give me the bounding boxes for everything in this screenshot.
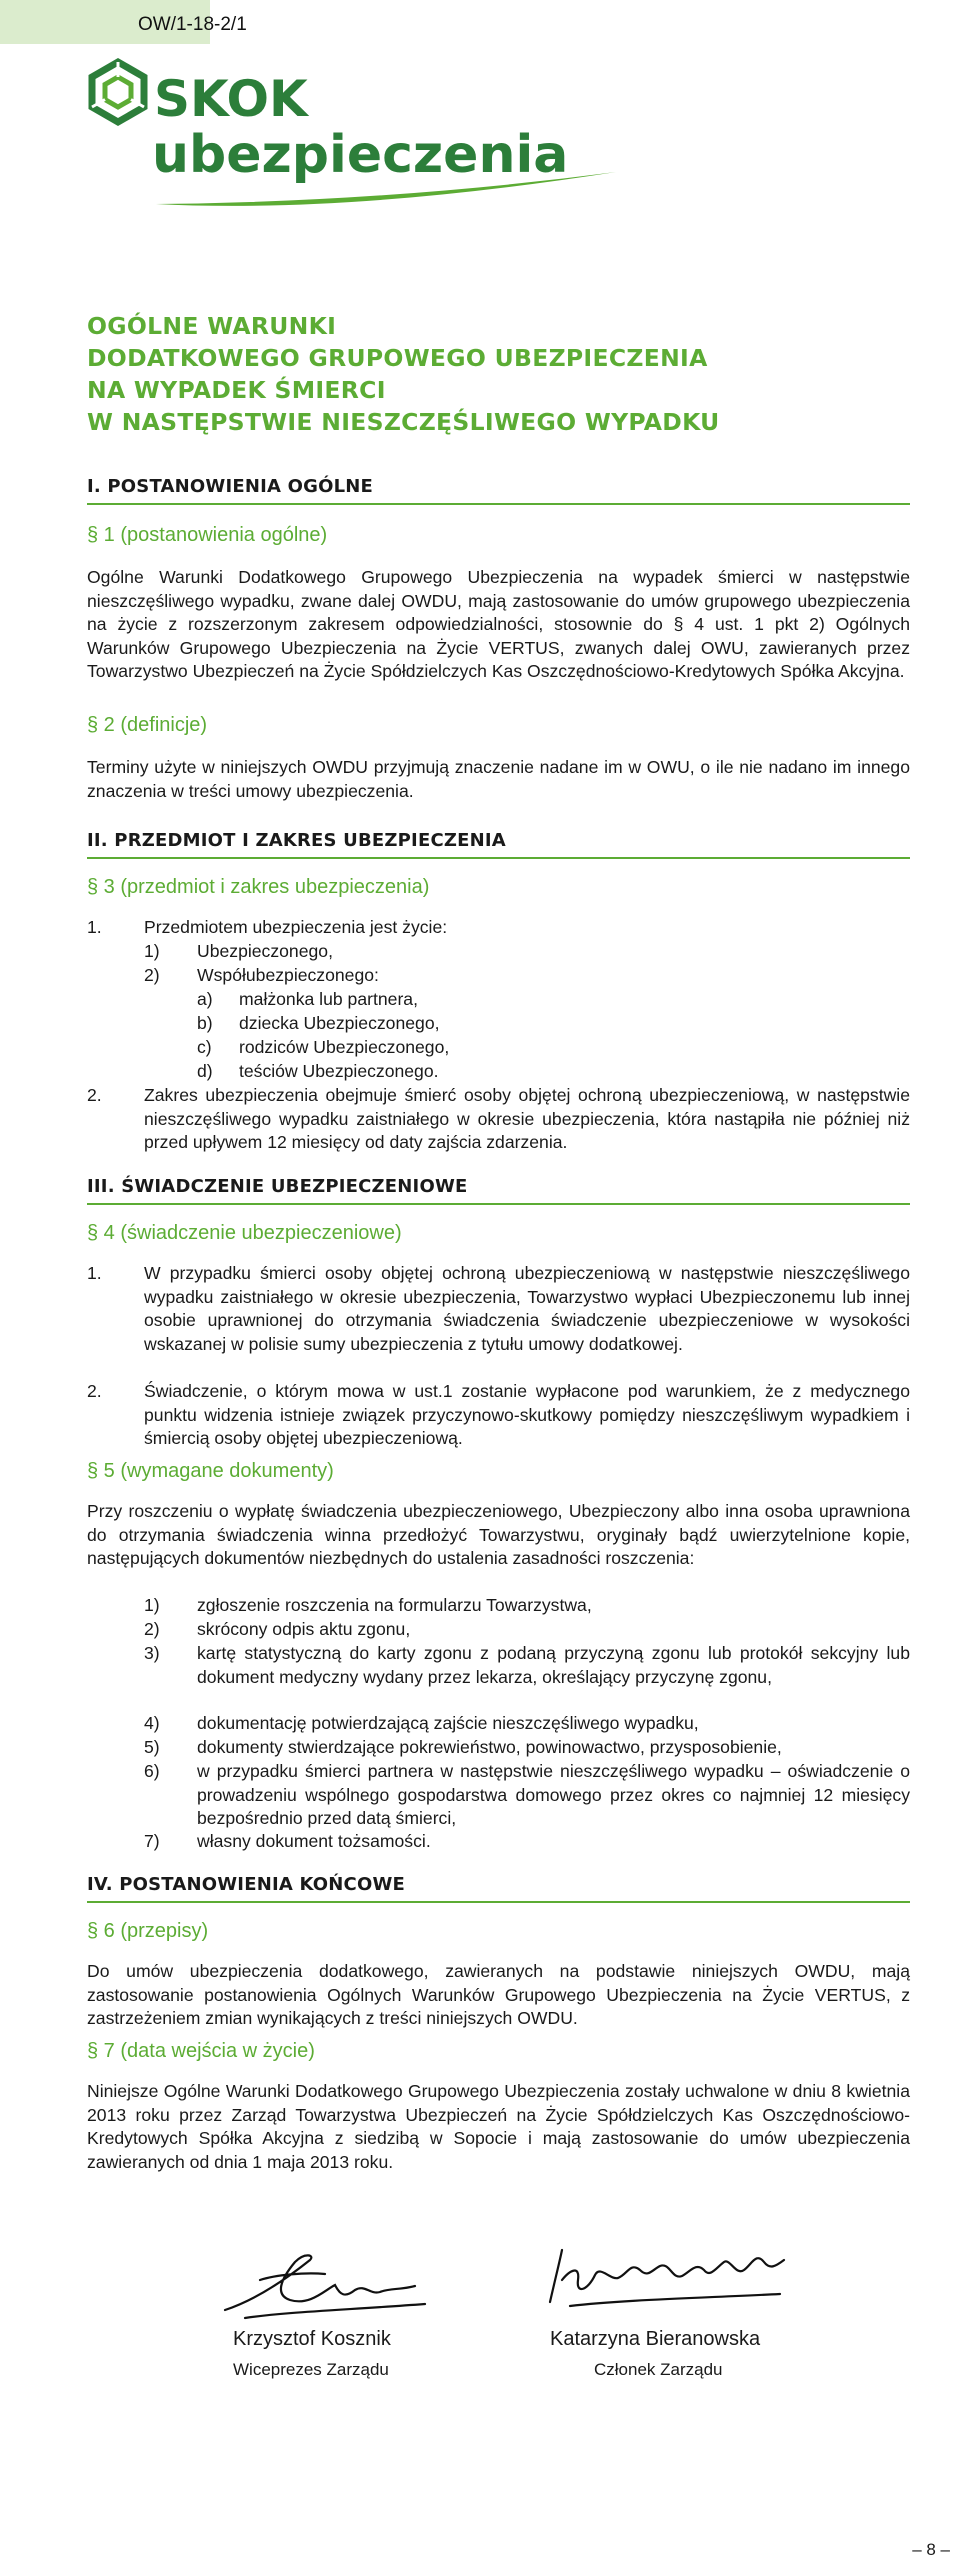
list-item: skrócony odpis aktu zgonu, — [197, 1619, 411, 1639]
signature-name-2: Katarzyna Bieranowska — [550, 2328, 761, 2350]
chapter-heading-2: II. PRZEDMIOT I ZAKRES UBEZPIECZENIA — [87, 830, 910, 859]
title-line-4: W NASTĘPSTWIE NIESZCZĘŚLIWEGO WYPADKU — [87, 408, 720, 436]
paragraph-heading-5: § 5 (wymagane dokumenty) — [87, 1460, 334, 1482]
list-item: teściów Ubezpieczonego. — [239, 1061, 439, 1081]
title-line-2: DODATKOWEGO GRUPOWEGO UBEZPIECZENIA — [87, 344, 708, 372]
list-number: 1) — [144, 1595, 160, 1615]
list-number: 4) — [144, 1713, 160, 1733]
list-number: 6) — [144, 1761, 160, 1781]
paragraph-heading-4: § 4 (świadczenie ubezpieczeniowe) — [87, 1222, 402, 1244]
list-number: d) — [197, 1061, 213, 1081]
list-number: 5) — [144, 1737, 160, 1757]
list-item: Świadczenie, o którym mowa w ust.1 zostanie wypłacone pod warunkiem, że z medycznego punktu widzenia istnieje związek przyczynowo-skutkowy pomiędzy nieszczęśliwym wypadkiem i śmiercią osoby objętej ubezpieczeniową. — [144, 1381, 910, 1448]
list-number: c) — [197, 1037, 212, 1057]
paragraph-heading-6: § 6 (przepisy) — [87, 1920, 209, 1942]
list-number: 3) — [144, 1643, 160, 1663]
list-number: 2) — [144, 965, 160, 985]
paragraph-7-body: Niniejsze Ogólne Warunki Dodatkowego Grupowego Ubezpieczenia zostały uchwalone w dniu 8 kwietnia 2013 roku przez Zarząd Towarzystwa Ubezpieczeń na Życie Spółdzielczych Kas Oszczędnościowo-Kredytowych Spółka Akcyjna z siedzibą w Sopocie i mają zastosowanie do umów ubezpieczenia zawieranych od dnia 1 maja 2013 roku. — [87, 2081, 910, 2172]
document-code: OW/1-18-2/1 — [138, 14, 247, 35]
list-number: 2) — [144, 1619, 160, 1639]
title-line-1: OGÓLNE WARUNKI — [87, 312, 337, 340]
svg-text:ubezpieczenia: ubezpieczenia — [152, 125, 569, 185]
paragraph-heading-1: § 1 (postanowienia ogólne) — [87, 524, 328, 546]
paragraph-1-body: Ogólne Warunki Dodatkowego Grupowego Ubezpieczenia na wypadek śmierci w następstwie nieszczęśliwego wypadku, zwane dalej OWDU, mają zastosowanie do umów grupowego ubezpieczenia na życie z rozszerzonym zakresem odpowiedzialności, stosownie do § 4 ust. 1 pkt 2) Ogólnych Warunków Grupowego Ubezpieczenia na Życie VERTUS, zwanych dalej OWU, zawieranych przez Towarzystwo Ubezpieczeń na Życie Spółdzielczych Kas Oszczędnościowo-Kredytowych Spółka Akcyjna. — [87, 567, 910, 681]
list-item: małżonka lub partnera, — [239, 989, 418, 1009]
list-number: 1. — [87, 1263, 102, 1283]
chapter-heading-3: III. ŚWIADCZENIE UBEZPIECZENIOWE — [87, 1176, 910, 1205]
paragraph-heading-3: § 3 (przedmiot i zakres ubezpieczenia) — [87, 876, 430, 898]
list-item: dziecka Ubezpieczonego, — [239, 1013, 440, 1033]
signature-name-1: Krzysztof Kosznik — [233, 2328, 391, 2350]
chapter-heading-4: IV. POSTANOWIENIA KOŃCOWE — [87, 1874, 910, 1903]
document-title — [87, 310, 910, 438]
list-number: 1) — [144, 941, 160, 961]
list-number: 1. — [87, 917, 102, 937]
title-line-3: NA WYPADEK ŚMIERCI — [87, 376, 386, 404]
list-item: W przypadku śmierci osoby objętej ochroną ubezpieczeniową w następstwie nieszczęśliwego wypadku zaistniałego w okresie ubezpieczenia, Towarzystwo wypłaci Ubezpieczonemu lub innej osobie uprawnionej do otrzymania świadczenia świadczenie ubezpieczeniowe w wysokości wskazanej w polisie sumy ubezpieczenia z tytułu umowy dodatkowej. — [144, 1263, 910, 1354]
list-item: dokumentację potwierdzającą zajście nieszczęśliwego wypadku, — [197, 1713, 699, 1733]
signature-bieranowska — [540, 2240, 800, 2320]
signature-role-1: Wiceprezes Zarządu — [233, 2360, 389, 2379]
paragraph-2-body: Terminy użyte w niniejszych OWDU przyjmują znaczenie nadane im w OWU, o ile nie nadano im innego znaczenia w treści umowy ubezpieczenia. — [87, 757, 910, 801]
list-number: b) — [197, 1013, 213, 1033]
list-number: a) — [197, 989, 213, 1009]
list-number: 7) — [144, 1831, 160, 1851]
list-item: Przedmiotem ubezpieczenia jest życie: — [144, 917, 448, 937]
list-item: zgłoszenie roszczenia na formularzu Towarzystwa, — [197, 1595, 592, 1615]
page-number: – 8 – — [912, 2540, 950, 2559]
list-item: Zakres ubezpieczenia obejmuje śmierć osoby objętej ochroną ubezpieczeniową, w następstwie nieszczęśliwego wypadku zaistniałego w okresie ubezpieczenia, która nastąpiła nie później niż przed upływem 12 miesięcy od daty zajścia zdarzenia. — [144, 1085, 910, 1152]
chapter-heading-1: I. POSTANOWIENIA OGÓLNE — [87, 476, 910, 505]
paragraph-heading-7: § 7 (data wejścia w życie) — [87, 2040, 315, 2062]
paragraph-5-body: Przy roszczeniu o wypłatę świadczenia ubezpieczeniowego, Ubezpieczony albo inna osoba uprawniona do otrzymania świadczenia winna przedłożyć Towarzystwu, oryginały bądź uwierzytelnione kopie, następujących dokumentów niezbędnych do ustalenia zasadności roszczenia: — [87, 1501, 910, 1568]
list-item: kartę statystyczną do karty zgonu z podaną przyczyną zgonu lub protokół sekcyjny lub dokument medyczny wydany przez lekarza, określający przyczynę zgonu, — [197, 1643, 910, 1687]
signature-kosznik — [215, 2240, 435, 2330]
hexagon-emblem-icon — [92, 62, 144, 122]
list-item: rodziców Ubezpieczonego, — [239, 1037, 450, 1057]
list-item: w przypadku śmierci partnera w następstwie nieszczęśliwego wypadku – oświadczenie o prowadzeniu wspólnego gospodarstwa domowego przez okres co najmniej 12 miesięcy bezpośrednio przed datą śmierci, — [197, 1761, 910, 1828]
list-number: 2. — [87, 1381, 102, 1401]
list-item: Współubezpieczonego: — [197, 965, 379, 985]
list-item: własny dokument tożsamości. — [197, 1831, 431, 1851]
list-item: Ubezpieczonego, — [197, 941, 333, 961]
list-number: 2. — [87, 1085, 102, 1105]
skok-ubezpieczenia-logo — [86, 54, 616, 224]
paragraph-heading-2: § 2 (definicje) — [87, 714, 208, 736]
signature-role-2: Członek Zarządu — [594, 2360, 723, 2379]
paragraph-6-body: Do umów ubezpieczenia dodatkowego, zawieranych na podstawie niniejszych OWDU, mają zastosowanie postanowienia Ogólnych Warunków Grupowego Ubezpieczenia na Życie VERTUS, z zastrzeżeniem zmian wynikających z treści niniejszych OWDU. — [87, 1961, 910, 2028]
svg-text:SKOK: SKOK — [154, 70, 308, 128]
list-item: dokumenty stwierdzające pokrewieństwo, powinowactwo, przysposobienie, — [197, 1737, 782, 1757]
